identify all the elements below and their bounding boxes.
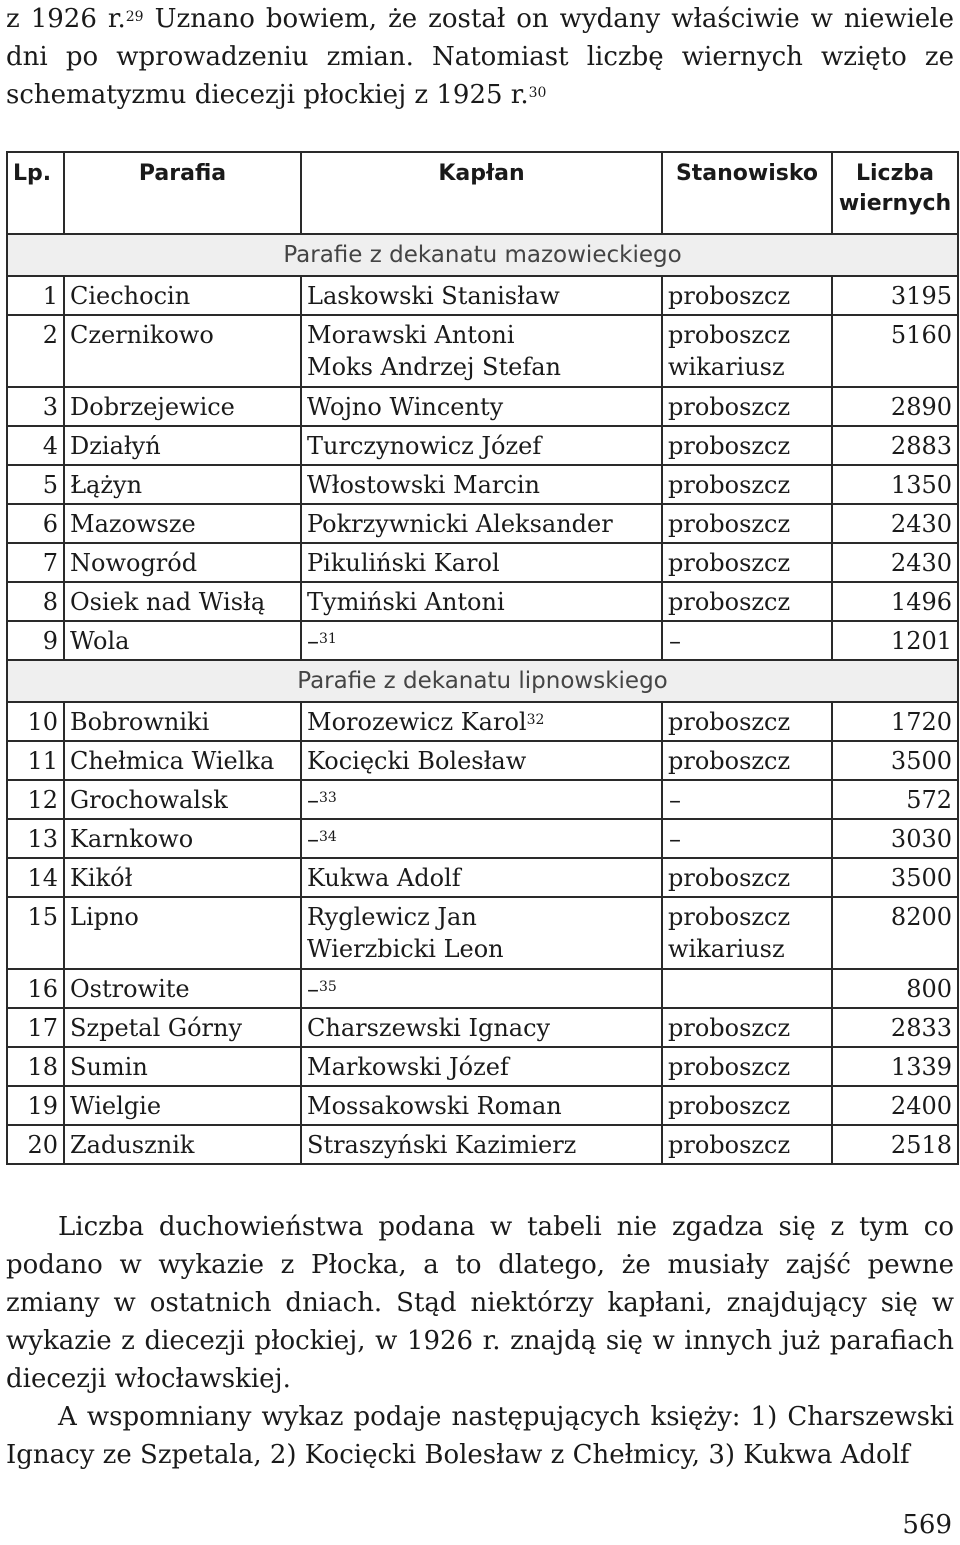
liczba-value: 3500 [890,864,952,892]
table-row [7,465,958,504]
kaplan-value: Laskowski Stanisław [307,282,560,310]
cell-lp [7,543,64,582]
section-header-row [7,234,958,276]
section-title: Parafie z dekanatu lipnowskiego [7,660,958,702]
table-row [7,1086,958,1125]
cell-lp [7,387,64,426]
table-row [7,276,958,315]
cell-stanowisko [662,1008,832,1047]
table-row [7,1125,958,1164]
stanowisko-value: proboszcz [668,510,791,538]
header-stanowisko: Stanowisko [662,152,832,234]
kaplan-value: Mossakowski Roman [307,1092,562,1120]
cell-liczba [832,1008,958,1047]
cell-liczba [832,702,958,741]
stanowisko-value: proboszcz [668,549,791,577]
stanowisko-value: – [669,825,681,853]
cell-stanowisko [662,858,832,897]
parafia-value: Sumin [70,1053,148,1081]
stanowisko-value: proboszcz [668,747,791,775]
cell-liczba [832,621,958,660]
table-body [7,234,958,1164]
cell-liczba [832,969,958,1008]
liczba-value: 3030 [890,825,952,853]
liczba-value: 3195 [890,282,952,310]
stanowisko-value: proboszcz [668,321,791,349]
cell-stanowisko [662,387,832,426]
cell-liczba [832,582,958,621]
lp-value: 4 [42,432,58,460]
cell-kaplan [301,582,662,621]
parafia-value: Ostrowite [70,975,190,1003]
cell-stanowisko [662,426,832,465]
kaplan-value: Markowski Józef [307,1053,509,1081]
lp-value: 10 [27,708,58,736]
cell-stanowisko [662,819,832,858]
cell-stanowisko [662,504,832,543]
cell-lp [7,780,64,819]
cell-parafia [64,969,301,1008]
kaplan-secondary-value: Wierzbicki Leon [307,935,504,963]
cell-parafia [64,621,301,660]
liczba-value: 2400 [890,1092,952,1120]
cell-parafia [64,582,301,621]
lp-value: 17 [27,1014,58,1042]
footnote-ref: 33 [319,790,337,806]
lp-value: 13 [27,825,58,853]
liczba-value: 800 [906,975,952,1003]
intro-text-b: Uznano bowiem, że został on wydany właściwie w niewiele dni po wprowadzeniu zmian. Natomiast liczbę wiernych wzięto ze schematyzmu diecezji płockiej z 1925 r. [6,4,954,110]
cell-lp [7,465,64,504]
cell-kaplan [301,504,662,543]
table-row [7,858,958,897]
cell-kaplan [301,858,662,897]
table-row [7,543,958,582]
footnote-ref: 34 [319,829,337,845]
parafia-value: Lipno [70,903,139,931]
parafia-value: Szpetal Górny [70,1014,243,1042]
table-row [7,780,958,819]
cell-parafia [64,780,301,819]
cell-kaplan [301,702,662,741]
parafia-value: Mazowsze [70,510,196,538]
cell-liczba [832,780,958,819]
parafia-value: Osiek nad Wisłą [70,588,266,616]
cell-parafia [64,387,301,426]
footnote-ref: 31 [319,631,337,647]
cell-stanowisko [662,969,832,1008]
table-row [7,897,958,969]
cell-lp [7,1086,64,1125]
parafia-value: Łążyn [70,471,143,499]
cell-parafia [64,276,301,315]
liczba-value: 5160 [890,321,952,349]
kaplan-value: Morozewicz Karol [307,708,527,736]
kaplan-value: – [307,825,319,853]
cell-liczba [832,897,958,969]
lp-value: 8 [42,588,58,616]
lp-value: 15 [27,903,58,931]
stanowisko-secondary-value: wikariusz [668,935,785,963]
liczba-value: 2518 [890,1131,952,1159]
stanowisko-value: proboszcz [668,708,791,736]
cell-kaplan [301,276,662,315]
stanowisko-secondary-value: wikariusz [668,353,785,381]
cell-lp [7,582,64,621]
cell-kaplan [301,1086,662,1125]
cell-liczba [832,543,958,582]
table-row [7,969,958,1008]
cell-stanowisko [662,315,832,387]
cell-stanowisko [662,1086,832,1125]
table-row [7,1008,958,1047]
cell-parafia [64,1047,301,1086]
table-row [7,1047,958,1086]
table-row [7,702,958,741]
cell-kaplan [301,780,662,819]
stanowisko-value: proboszcz [668,282,791,310]
liczba-value: 3500 [890,747,952,775]
cell-lp [7,858,64,897]
liczba-value: 1339 [890,1053,952,1081]
cell-parafia [64,1125,301,1164]
cell-liczba [832,276,958,315]
cell-liczba [832,741,958,780]
cell-liczba [832,315,958,387]
liczba-value: 1720 [890,708,952,736]
cell-parafia [64,819,301,858]
kaplan-value: Włostowski Marcin [307,471,540,499]
parish-table [6,151,959,1165]
cell-kaplan [301,1047,662,1086]
cell-lp [7,1047,64,1086]
cell-lp [7,897,64,969]
table-row [7,504,958,543]
cell-parafia [64,543,301,582]
kaplan-value: Tymiński Antoni [307,588,505,616]
intro-paragraph [6,0,954,114]
cell-kaplan [301,969,662,1008]
stanowisko-value: – [669,627,681,655]
lp-value: 20 [27,1131,58,1159]
intro-text-a: z 1926 r. [6,4,126,34]
liczba-value: 2430 [890,549,952,577]
kaplan-value: Pikuliński Karol [307,549,500,577]
kaplan-value: – [307,975,319,1003]
parafia-value: Nowogród [70,549,198,577]
table-row [7,426,958,465]
lp-value: 7 [42,549,58,577]
kaplan-value: Turczynowicz Józef [307,432,542,460]
outro-paragraph-2: A wspomniany wykaz podaje następujących księży: 1) Charszewski Ignacy ze Szpetala, 2) Kocięcki Bolesław z Chełmicy, 3) Kukwa Adolf [6,1402,954,1470]
cell-liczba [832,1125,958,1164]
cell-stanowisko [662,543,832,582]
cell-liczba [832,858,958,897]
stanowisko-value: proboszcz [668,432,791,460]
cell-lp [7,315,64,387]
parafia-value: Kikół [70,864,133,892]
cell-parafia [64,702,301,741]
lp-value: 9 [42,627,58,655]
lp-value: 18 [27,1053,58,1081]
kaplan-value: Pokrzywnicki Aleksander [307,510,613,538]
parafia-value: Dobrzejewice [70,393,235,421]
parafia-value: Grochowalsk [70,786,228,814]
parafia-value: Działyń [70,432,161,460]
cell-stanowisko [662,1047,832,1086]
cell-kaplan [301,621,662,660]
cell-parafia [64,426,301,465]
cell-kaplan [301,897,662,969]
parafia-value: Chełmica Wielka [70,747,275,775]
footnote-ref-29: 29 [125,9,144,25]
table-row [7,387,958,426]
parafia-value: Zadusznik [70,1131,195,1159]
cell-lp [7,1008,64,1047]
lp-value: 6 [42,510,58,538]
cell-parafia [64,1008,301,1047]
kaplan-secondary-value: Moks Andrzej Stefan [307,353,561,381]
outro-paragraphs [6,1208,954,1474]
lp-value: 2 [42,321,58,349]
cell-kaplan [301,543,662,582]
cell-parafia [64,1086,301,1125]
parafia-value: Ciechocin [70,282,191,310]
cell-lp [7,969,64,1008]
kaplan-value: Kocięcki Bolesław [307,747,527,775]
cell-liczba [832,426,958,465]
footnote-ref-30: 30 [528,85,547,101]
liczba-value: 1496 [890,588,952,616]
section-title: Parafie z dekanatu mazowieckiego [7,234,958,276]
cell-kaplan [301,315,662,387]
stanowisko-value: proboszcz [668,1092,791,1120]
liczba-value: 2833 [890,1014,952,1042]
stanowisko-value: proboszcz [668,588,791,616]
footnote-ref: 32 [526,712,545,728]
cell-liczba [832,504,958,543]
table-row [7,741,958,780]
cell-stanowisko [662,582,832,621]
stanowisko-value: proboszcz [668,1014,791,1042]
cell-lp [7,741,64,780]
header-kaplan: Kapłan [301,152,662,234]
stanowisko-value: proboszcz [668,864,791,892]
cell-lp [7,276,64,315]
cell-stanowisko [662,741,832,780]
kaplan-value: – [307,627,319,655]
cell-lp [7,819,64,858]
stanowisko-value: proboszcz [668,471,791,499]
footnote-ref: 35 [319,979,337,995]
parafia-value: Karnkowo [70,825,194,853]
cell-lp [7,621,64,660]
parafia-value: Wielgie [70,1092,162,1120]
parafia-value: Wola [70,627,130,655]
cell-liczba [832,465,958,504]
cell-liczba [832,1047,958,1086]
table-row [7,315,958,387]
stanowisko-value: proboszcz [668,1053,791,1081]
cell-lp [7,1125,64,1164]
stanowisko-value: – [669,786,681,814]
table-row [7,621,958,660]
kaplan-value: Charszewski Ignacy [307,1014,551,1042]
liczba-value: 2883 [890,432,952,460]
cell-liczba [832,819,958,858]
kaplan-value: – [307,786,319,814]
cell-stanowisko [662,465,832,504]
header-liczba: Liczba wiernych [832,152,958,234]
lp-value: 5 [42,471,58,499]
stanowisko-value: proboszcz [668,1131,791,1159]
cell-stanowisko [662,276,832,315]
cell-liczba [832,1086,958,1125]
cell-parafia [64,315,301,387]
header-lp: Lp. [7,152,64,234]
stanowisko-value: proboszcz [668,903,791,931]
liczba-value: 1350 [890,471,952,499]
liczba-value: 572 [906,786,952,814]
cell-stanowisko [662,621,832,660]
cell-kaplan [301,387,662,426]
cell-kaplan [301,426,662,465]
cell-kaplan [301,1125,662,1164]
lp-value: 1 [42,282,58,310]
table-header-row [7,152,958,234]
table-row [7,819,958,858]
cell-lp [7,426,64,465]
cell-parafia [64,897,301,969]
page-number: 569 [902,1510,952,1540]
liczba-value: 1201 [890,627,952,655]
cell-kaplan [301,741,662,780]
cell-lp [7,504,64,543]
cell-kaplan [301,1008,662,1047]
cell-kaplan [301,819,662,858]
liczba-value: 8200 [890,903,952,931]
parafia-value: Bobrowniki [70,708,210,736]
kaplan-value: Straszyński Kazimierz [307,1131,577,1159]
kaplan-value: Ryglewicz Jan [307,903,477,931]
cell-parafia [64,504,301,543]
lp-value: 12 [27,786,58,814]
cell-stanowisko [662,1125,832,1164]
cell-stanowisko [662,780,832,819]
outro-paragraph-1: Liczba duchowieństwa podana w tabeli nie zgadza się z tym co podano w wykazie z Płocka, a to dlatego, że musiały zajść pewne zmiany w ostatnich dniach. Stąd niektórzy kapłani, znajdujący się w wykazie z diecezji płockiej, w 1926 r. znajdą się w innych już parafiach diecezji włocławskiej. [6,1212,954,1394]
cell-lp [7,702,64,741]
table-row [7,582,958,621]
section-header-row [7,660,958,702]
cell-kaplan [301,465,662,504]
cell-liczba [832,387,958,426]
parafia-value: Czernikowo [70,321,214,349]
cell-stanowisko [662,702,832,741]
cell-parafia [64,465,301,504]
header-parafia: Parafia [64,152,301,234]
kaplan-value: Kukwa Adolf [307,864,461,892]
lp-value: 19 [27,1092,58,1120]
cell-stanowisko [662,897,832,969]
cell-parafia [64,741,301,780]
lp-value: 11 [27,747,58,775]
kaplan-value: Wojno Wincenty [307,393,504,421]
lp-value: 3 [42,393,58,421]
kaplan-value: Morawski Antoni [307,321,515,349]
liczba-value: 2430 [890,510,952,538]
stanowisko-value: proboszcz [668,393,791,421]
liczba-value: 2890 [890,393,952,421]
lp-value: 14 [27,864,58,892]
cell-parafia [64,858,301,897]
lp-value: 16 [27,975,58,1003]
